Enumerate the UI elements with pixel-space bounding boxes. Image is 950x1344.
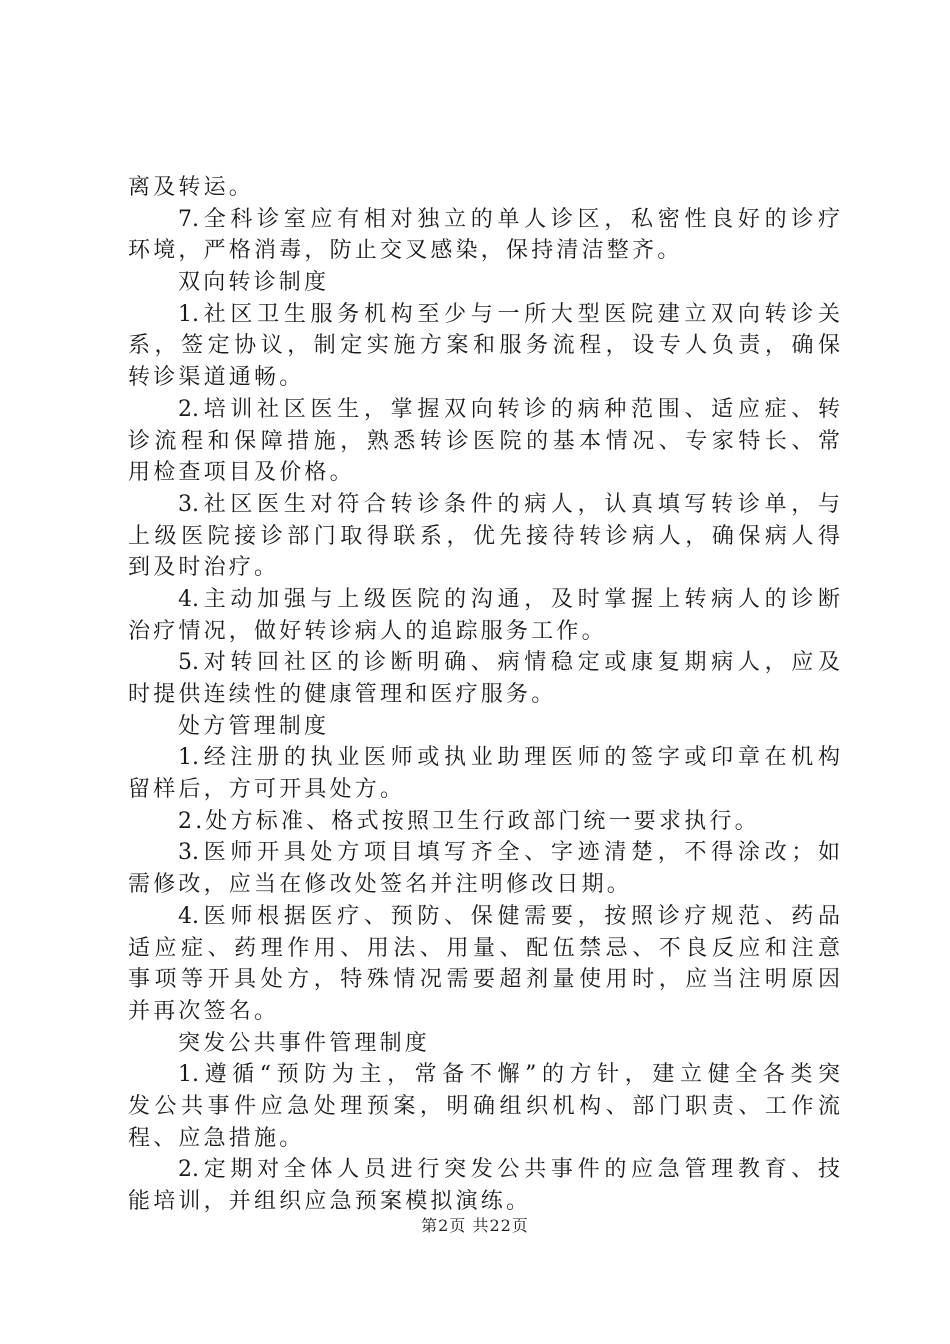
text-line: 2.培训社区医生，掌握双向转诊的病种范围、适应症、转 [178, 396, 840, 422]
text-line: 环境，严格消毒，防止交叉感染，保持清洁整齐。 [128, 238, 683, 264]
text-line: 1.社区卫生服务机构至少与一所大型医院建立双向转诊关 [178, 301, 840, 327]
text-line: 系，签定协议，制定实施方案和服务流程，设专人负责，确保 [128, 333, 840, 359]
text-line: 3.社区医生对符合转诊条件的病人，认真填写转诊单，与 [178, 491, 840, 517]
text-line: 程、应急措施。 [128, 1125, 305, 1151]
text-line: 并再次签名。 [128, 998, 280, 1024]
text-line: 7.全科诊室应有相对独立的单人诊区，私密性良好的诊疗 [178, 206, 840, 232]
text-line: 诊流程和保障措施，熟悉转诊医院的基本情况、专家特长、常 [128, 428, 840, 454]
text-line: 1.经注册的执业医师或执业助理医师的签字或印章在机构 [178, 745, 840, 771]
text-line: 2.定期对全体人员进行突发公共事件的应急管理教育、技 [178, 1157, 840, 1183]
text-line: 4.医师根据医疗、预防、保健需要，按照诊疗规范、药品 [178, 903, 840, 929]
text-line: 发公共事件应急处理预案，明确组织机构、部门职责、工作流 [128, 1093, 840, 1119]
text-line: 3.医师开具处方项目填写齐全、字迹清楚，不得涂改；如 [178, 840, 840, 866]
text-line: 4.主动加强与上级医院的沟通，及时掌握上转病人的诊断 [178, 586, 840, 612]
text-line: 转诊渠道通畅。 [128, 365, 305, 391]
text-line: 2.处方标准、格式按照卫生行政部门统一要求执行。 [178, 808, 760, 834]
text-line: 适应症、药理作用、用法、用量、配伍禁忌、不良反应和注意 [128, 935, 840, 961]
document-body [128, 172, 840, 1218]
text-line: 用检查项目及价格。 [128, 460, 355, 486]
text-line: 1.遵循“预防为主，常备不懈”的方针，建立健全各类突 [178, 1062, 840, 1088]
text-line: 治疗情况，做好转诊病人的追踪服务工作。 [128, 618, 607, 644]
text-line: 能培训，并组织应急预案模拟演练。 [128, 1189, 532, 1214]
text-line: 到及时治疗。 [128, 555, 280, 581]
text-line: 上级医院接诊部门取得联系，优先接待转诊病人，确保病人得 [128, 523, 840, 549]
text-line: 处方管理制度 [178, 713, 330, 739]
text-line: 留样后，方可开具处方。 [128, 777, 406, 803]
text-line: 离及转运。 [128, 175, 255, 200]
text-line: 双向转诊制度 [178, 270, 330, 296]
text-line: 5.对转回社区的诊断明确、病情稳定或康复期病人，应及 [178, 650, 840, 676]
page-number-footer: 第2页 共22页 [421, 1216, 529, 1235]
text-line: 需修改，应当在修改处签名并注明修改日期。 [128, 872, 633, 898]
text-line: 时提供连续性的健康管理和医疗服务。 [128, 682, 557, 707]
text-line: 突发公共事件管理制度 [178, 1030, 431, 1056]
text-line: 事项等开具处方，特殊情况需要超剂量使用时，应当注明原因 [128, 967, 840, 993]
